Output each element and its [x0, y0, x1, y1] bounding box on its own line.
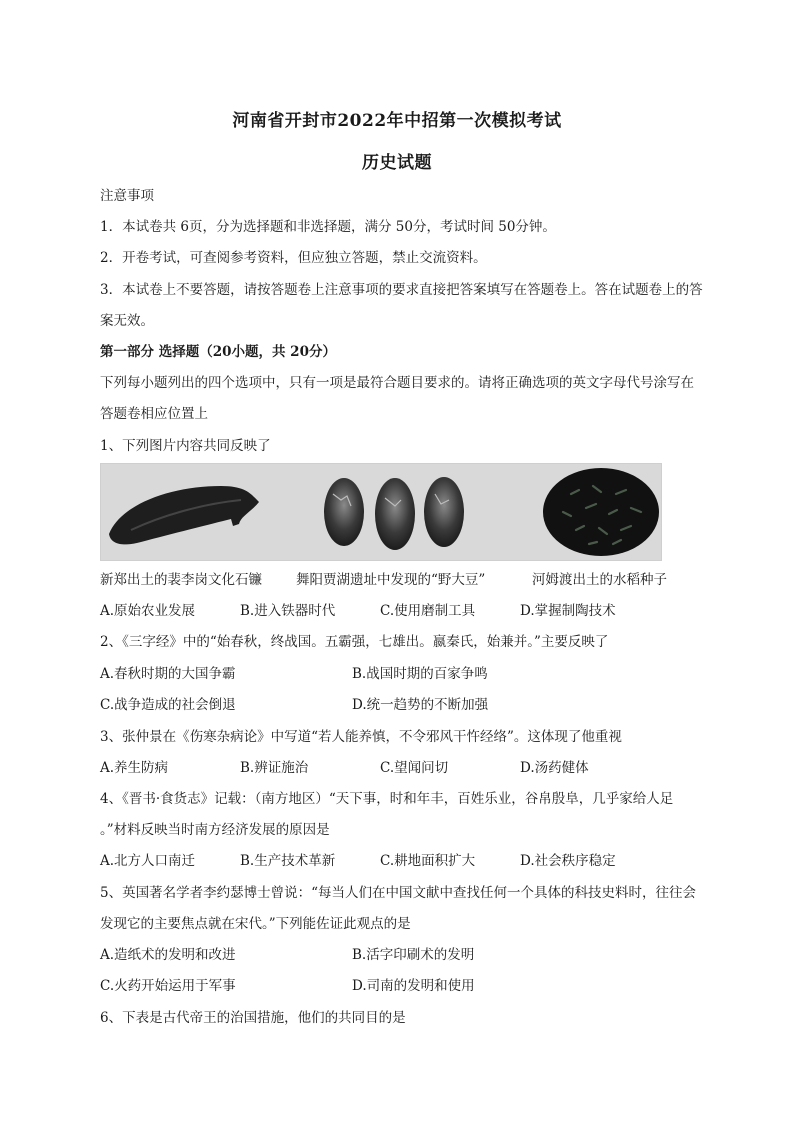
part1-instruction-line-2: 答题卷相应位置上	[100, 406, 208, 422]
q1-figure-artwork	[101, 464, 661, 560]
q5-option-d: D.司南的发明和使用	[352, 978, 475, 994]
part1-instruction-line-1: 下列每小题列出的四个选项中，只有一项是最符合题目要求的。请将正确选项的英文字母代号涂写在	[100, 375, 694, 391]
exam-subtitle: 历史试题	[362, 153, 432, 173]
q3-option-b: B.辨证施治	[240, 760, 309, 776]
q5-option-b: B.活字印刷术的发明	[352, 947, 475, 963]
q4-option-d: D.社会秩序稳定	[520, 853, 616, 869]
q4-stem-line-2: 。”材料反映当时南方经济发展的原因是	[100, 822, 330, 838]
part1-heading: 第一部分 选择题（20小题，共 20分）	[100, 344, 336, 360]
q1-caption-sickle: 新郑出土的裴李岗文化石镰	[100, 572, 262, 588]
q3-stem: 3、张仲景在《伤寒杂病论》中写道“若人能养慎，不令邪风干忤经络”。这体现了他重视	[100, 729, 622, 745]
q3-option-a: A.养生防病	[100, 760, 169, 776]
q3-option-d: D.汤药健体	[520, 760, 589, 776]
q1-option-b: B.进入铁器时代	[240, 603, 336, 619]
notice-item-3-line-2: 案无效。	[100, 313, 154, 329]
q2-option-d: D.统一趋势的不断加强	[352, 697, 489, 713]
q6-stem: 6、下表是古代帝王的治国措施，他们的共同目的是	[100, 1010, 406, 1026]
q4-stem-line-1: 4、《晋书·食货志》记载：（南方地区）“天下事，时和年丰，百姓乐业，谷帛殷阜，几乎家给人足	[100, 791, 674, 807]
q5-option-c: C.火药开始运用于军事	[100, 978, 236, 994]
q5-stem-line-1: 5、英国著名学者李约瑟博士曾说：“每当人们在中国文献中查找任何一个具体的科技史料时，往往会	[100, 885, 696, 901]
notice-item-3-line-1: 3．本试卷上不要答题，请按答题卷上注意事项的要求直接把答案填写在答题卷上。答在试题卷上的答	[100, 282, 703, 298]
q1-caption-rice: 河姆渡出土的水稻种子	[532, 572, 667, 588]
notice-heading: 注意事项	[100, 188, 154, 204]
q1-option-a: A.原始农业发展	[100, 603, 196, 619]
q5-stem-line-2: 发现它的主要焦点就在宋代。”下列能佐证此观点的是	[100, 916, 411, 932]
q1-stem: 1、下列图片内容共同反映了	[100, 438, 271, 454]
q1-option-c: C.使用磨制工具	[380, 603, 476, 619]
q1-option-d: D.掌握制陶技术	[520, 603, 616, 619]
q2-option-b: B.战国时期的百家争鸣	[352, 666, 488, 682]
q4-option-c: C.耕地面积扩大	[380, 853, 476, 869]
q5-option-a: A.造纸术的发明和改进	[100, 947, 236, 963]
q2-option-a: A.春秋时期的大国争霸	[100, 666, 236, 682]
stone-sickle-image	[109, 486, 259, 544]
q2-stem: 2、《三字经》中的“始春秋，终战国。五霸强，七雄出。嬴秦氏，始兼并。”主要反映了	[100, 634, 609, 650]
q4-option-a: A.北方人口南迁	[100, 853, 196, 869]
q4-option-b: B.生产技术革新	[240, 853, 336, 869]
q1-figure	[100, 463, 662, 561]
wild-soybeans-image	[324, 477, 464, 550]
notice-item-1: 1．本试卷共 6页，分为选择题和非选择题，满分 50分，考试时间 50分钟。	[100, 219, 556, 235]
rice-seeds-image	[543, 468, 659, 556]
exam-title: 河南省开封市2022年中招第一次模拟考试	[232, 111, 562, 131]
q1-caption-soybean: 舞阳贾湖遗址中发现的“野大豆”	[296, 572, 486, 588]
q2-option-c: C.战争造成的社会倒退	[100, 697, 236, 713]
q3-option-c: C.望闻问切	[380, 760, 449, 776]
notice-item-2: 2．开卷考试，可查阅参考资料，但应独立答题，禁止交流资料。	[100, 250, 487, 266]
